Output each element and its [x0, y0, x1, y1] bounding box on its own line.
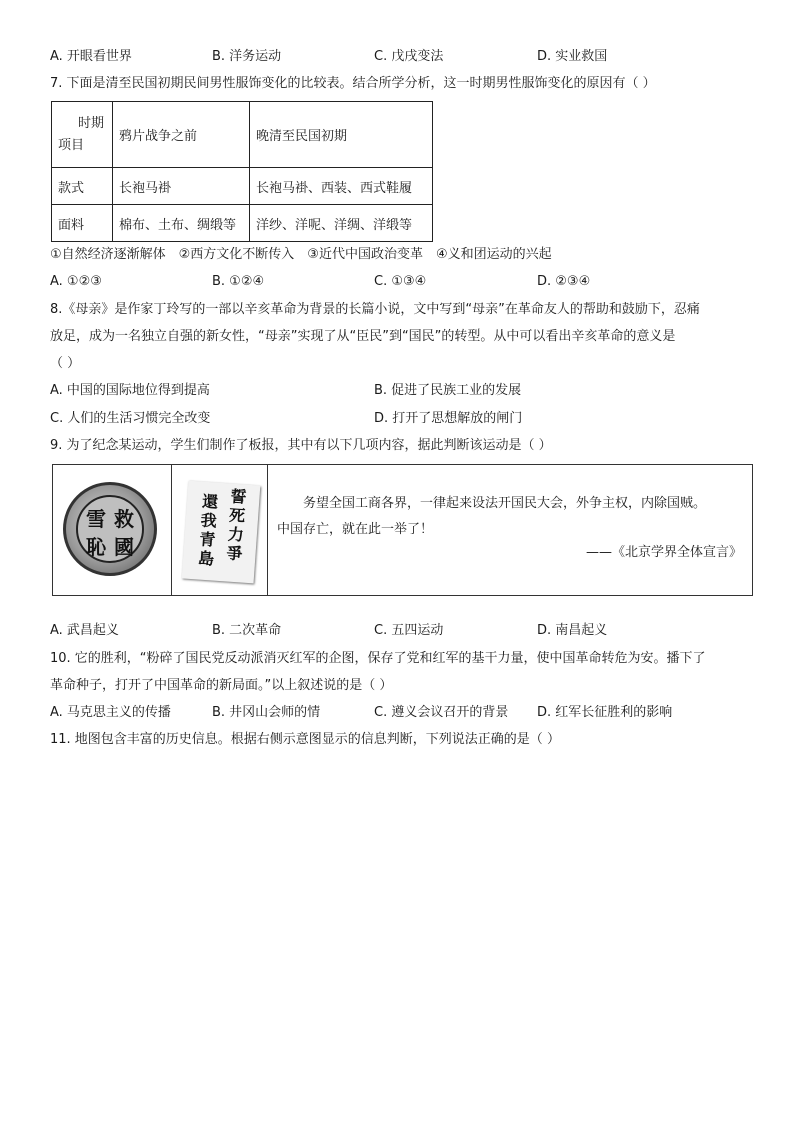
table-cell-after: 洋纱、洋呢、洋绸、洋缎等 [250, 205, 433, 242]
q8-option-d: D. 打开了思想解放的闸门 [374, 411, 523, 426]
q7-stem: 7. 下面是清至民国初期民间男性服饰变化的比较表。结合所学分析，这一时期男性服饰变化的原因有（ ） [50, 76, 656, 91]
table-cell-after: 长袍马褂、西装、西式鞋履 [250, 168, 433, 205]
table-cell-before: 长袍马褂 [113, 168, 250, 205]
q9-stem: 9. 为了纪念某运动，学生们制作了板报，其中有以下几项内容，据此判断该运动是（ ） [50, 438, 552, 453]
seal-char: 雪 [86, 507, 106, 531]
table-cell-before: 棉布、土布、绸缎等 [113, 205, 250, 242]
q9-option-d: D. 南昌起义 [537, 623, 608, 638]
quote-line2: 中国存亡，就在此一举了！ [277, 522, 434, 537]
q8-option-c: C. 人们的生活习惯完全改变 [50, 411, 211, 426]
q7-option-b: B. ①②④ [212, 274, 265, 289]
q6-option-d: D. 实业救国 [537, 49, 608, 64]
q8-option-b: B. 促进了民族工业的发展 [374, 383, 522, 398]
q9-option-b: B. 二次革命 [212, 623, 282, 638]
table-header-after: 晚清至民国初期 [250, 102, 433, 168]
seal-char: 國 [114, 535, 134, 559]
slogan-column-right: 誓死力爭 [225, 486, 248, 564]
q10-option-d: D. 红军长征胜利的影响 [537, 705, 673, 720]
q7-statements: ①自然经济逐渐解体 ②西方文化不断传入 ③近代中国政治变革 ④义和团运动的兴起 [50, 247, 552, 262]
q10-option-c: C. 遵义会议召开的背景 [374, 705, 509, 720]
slogan-paper [182, 481, 261, 584]
corner-item-label: 项目 [58, 138, 85, 153]
q11-stem: 11. 地图包含丰富的历史信息。根据右侧示意图显示的信息判断，下列说法正确的是（ ） [50, 732, 560, 747]
seal-image-panel [53, 465, 172, 595]
q10-stem-line1: 10. 它的胜利，“粉碎了国民党反动派消灭红军的企图，保存了党和红军的基干力量，使中国革命转危为安。播下了 [50, 651, 706, 666]
q7-option-a: A. ①②③ [50, 274, 102, 289]
table-row [52, 168, 433, 205]
q6-option-c: C. 戊戌变法 [374, 49, 444, 64]
slogan-column-left: 還我青島 [197, 491, 219, 569]
q8-stem-line3: （ ） [50, 356, 81, 371]
table-row [52, 205, 433, 242]
table-cell-item: 款式 [52, 168, 113, 205]
corner-period-label: 时期 [77, 116, 104, 131]
declaration-quote [277, 491, 747, 543]
q6-option-b: B. 洋务运动 [212, 49, 282, 64]
q10-option-a: A. 马克思主义的传播 [50, 705, 171, 720]
q9-option-a: A. 武昌起义 [50, 623, 119, 638]
q8-option-a: A. 中国的国际地位得到提高 [50, 383, 210, 398]
quote-source: ——《北京学界全体宣言》 [585, 545, 742, 560]
q8-stem-line1: 8.《母亲》是作家丁玲写的一部以辛亥革命为背景的长篇小说，文中写到“母亲”在革命友人的帮助和鼓励下，忍痛 [50, 302, 700, 317]
q7-option-d: D. ②③④ [537, 274, 591, 289]
national-humiliation-seal [63, 482, 157, 576]
q8-stem-line2: 放足，成为一名独立自强的新女性，“母亲”实现了从“臣民”到“国民”的转型。从中可以看出辛亥革命的意义是 [50, 329, 676, 344]
q9-option-c: C. 五四运动 [374, 623, 444, 638]
q10-option-b: B. 井冈山会师的情 [212, 705, 321, 720]
quote-line1: 务望全国工商各界，一律起来设法开国民大会，外争主权，内除国贼。 [303, 496, 707, 511]
clothing-comparison-table [51, 101, 433, 242]
slogan-image-panel [171, 465, 268, 595]
q6-option-a: A. 开眼看世界 [50, 49, 132, 64]
q7-option-c: C. ①③④ [374, 274, 427, 289]
seal-char: 救 [114, 507, 134, 531]
table-header-before: 鸦片战争之前 [113, 102, 250, 168]
seal-char: 恥 [86, 535, 106, 559]
blackboard-newspaper [52, 464, 753, 596]
q10-stem-line2: 革命种子，打开了中国革命的新局面。”以上叙述说的是（ ） [50, 678, 393, 693]
table-cell-item: 面料 [52, 205, 113, 242]
table-corner-cell [52, 102, 113, 168]
